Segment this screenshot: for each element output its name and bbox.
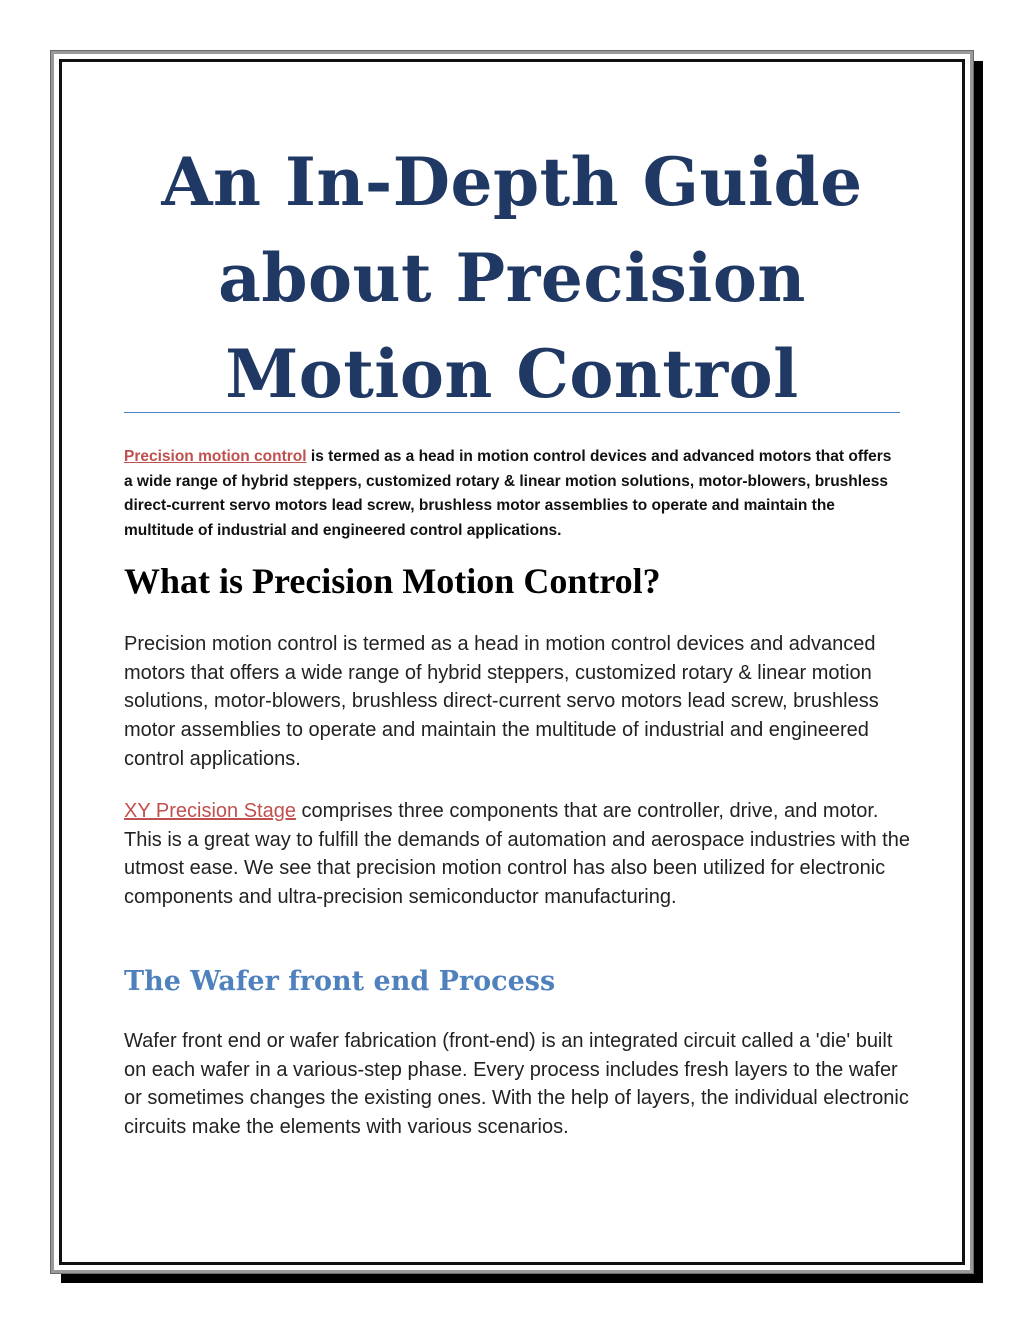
section-heading-what-is: What is Precision Motion Control? xyxy=(124,561,661,601)
wafer-paragraph: Wafer front end or wafer fabrication (front-end) is an integrated circuit called a 'die' built on each wafer in a various-step phase. Every process includes fresh layers to the wafer or sometimes changes the existing ones. With the help of layers, the individual electronic circuits make the elements with various scenarios. xyxy=(124,1030,909,1139)
xy-stage-paragraph xyxy=(124,797,910,912)
section-heading-wafer: The Wafer front end Process xyxy=(124,966,556,997)
xy-precision-stage-link[interactable]: XY Precision Stage xyxy=(124,800,296,822)
title-line-3: Motion Control xyxy=(225,335,799,413)
title-line-1: An In-Depth Guide xyxy=(161,143,863,221)
title-line-2: about Precision xyxy=(218,239,806,317)
intro-paragraph xyxy=(124,445,904,543)
page-frame xyxy=(51,51,973,1273)
intro-text: is termed as a head in motion control devices and advanced motors that offers a wide range of hybrid steppers, customized rotary & linear motion solutions, motor-blowers, brushless direct-current servo motors lead screw, brushless motor assemblies to operate and maintain the multitude of industrial and engineered control applications. xyxy=(124,448,892,539)
title-divider xyxy=(124,412,900,413)
xy-stage-text: comprises three components that are controller, drive, and motor. This is a great way to fulfill the demands of automation and aerospace industries with the utmost ease. We see that precision motion control has also been utilized for electronic components and ultra-precision semiconductor manufacturing. xyxy=(124,800,910,909)
what-is-paragraph: Precision motion control is termed as a head in motion control devices and advanced motors that offers a wide range of hybrid steppers, customized rotary & linear motion solutions, motor-blowers, brushless direct-current servo motors lead screw, brushless motor assemblies to operate and maintain the multitude of industrial and engineered control applications. xyxy=(124,633,879,770)
page-inner-border xyxy=(59,59,965,1265)
document-title xyxy=(122,134,902,422)
precision-motion-control-link[interactable]: Precision motion control xyxy=(124,448,307,465)
